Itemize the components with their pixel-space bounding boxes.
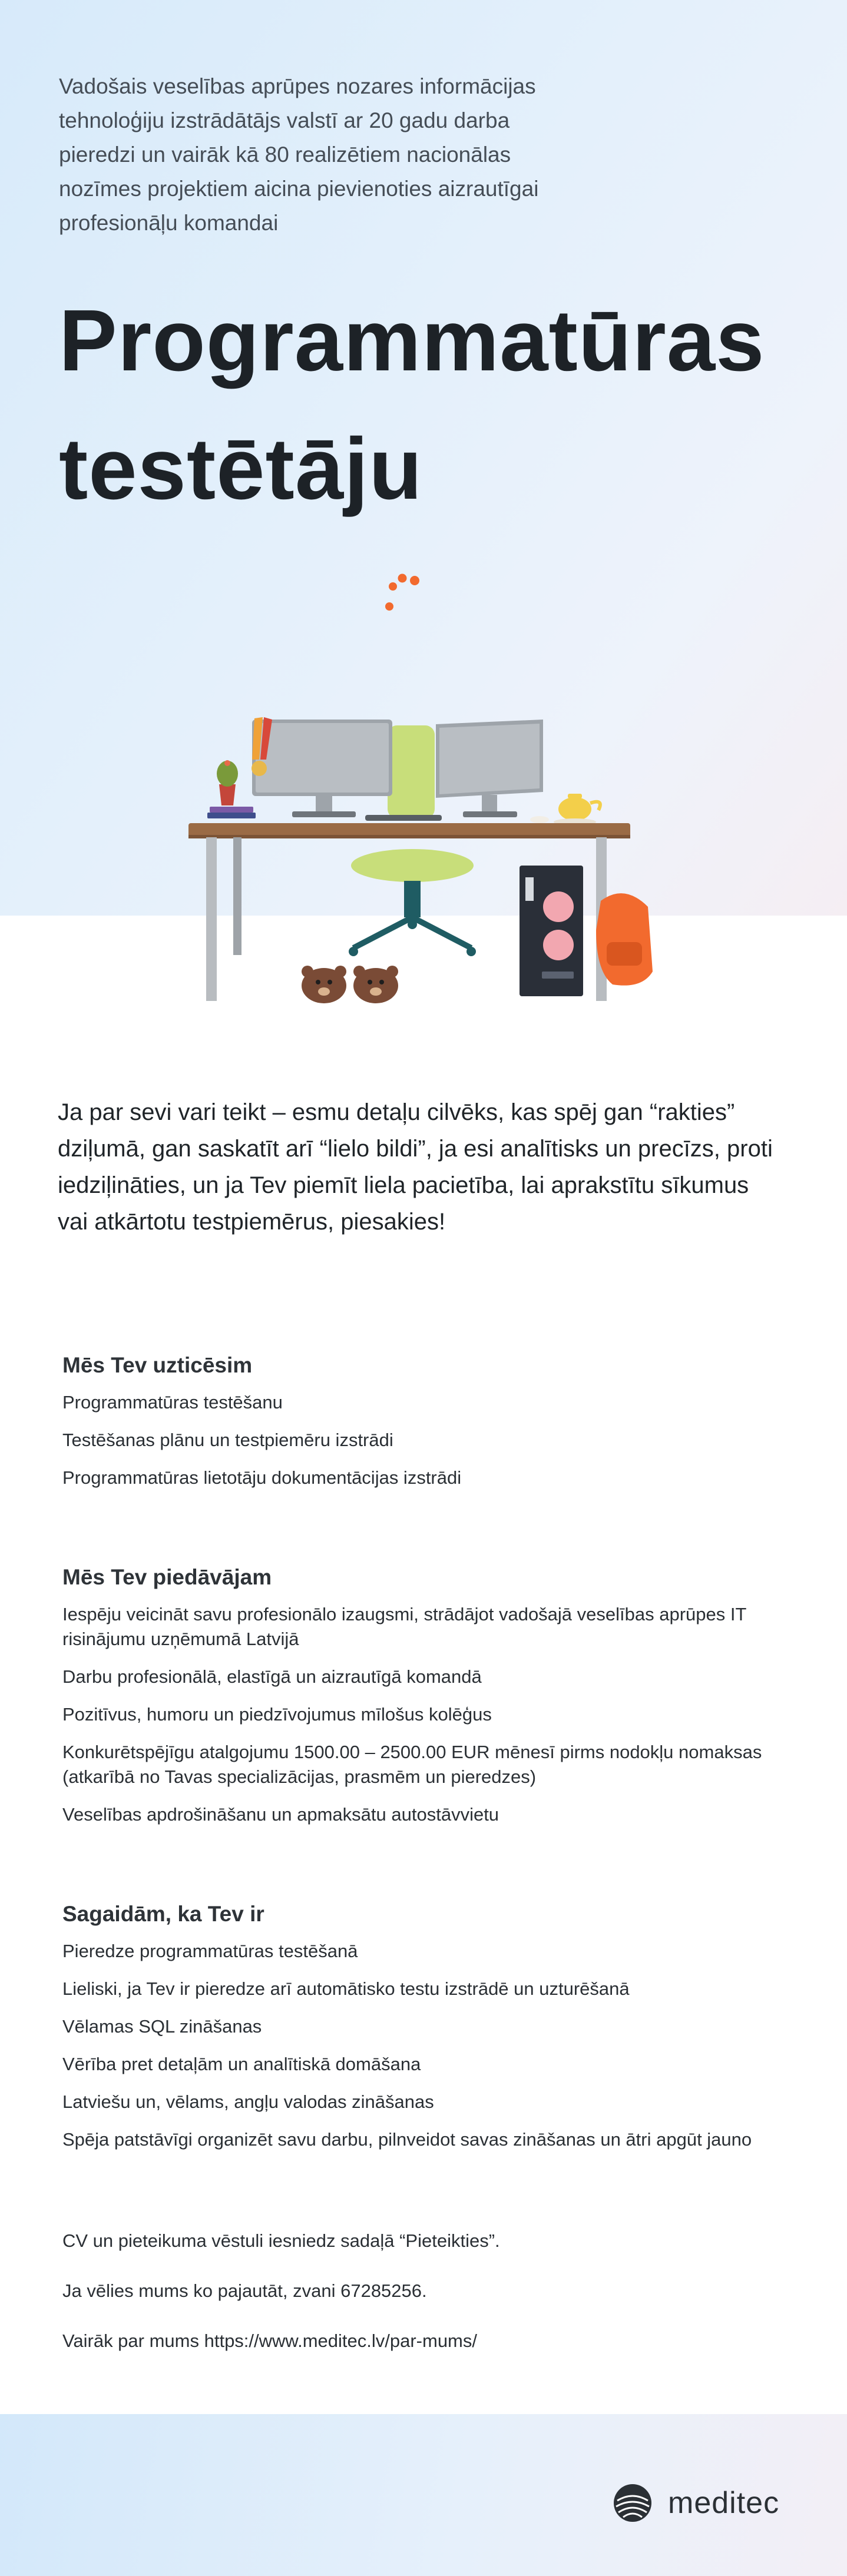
list-item: Spēja patstāvīgi organizēt savu darbu, pilnveidot savas zināšanas un ātri apgūt jauno	[62, 2129, 752, 2150]
pc-tower-icon	[520, 866, 583, 996]
apply-instructions: CV un pieteikuma vēstuli iesniedz sadaļā “Pieteikties”.	[62, 2230, 500, 2251]
list-item: Vēlamas SQL zināšanas	[62, 2016, 262, 2037]
contact-info	[62, 2229, 793, 2379]
list-item: Programmatūras testēšanu	[62, 1392, 283, 1413]
list-item: Lieliski, ja Tev ir pieredze arī automātisko testu izstrādē un uzturēšanā	[62, 1978, 630, 1999]
loading-dots-icon	[385, 574, 419, 611]
list-item: Iespēju veicināt savu profesionālo izaugsmi, strādājot vadošajā veselības aprūpes IT risinājumu uzņēmumā Latvijā	[62, 1604, 746, 1649]
list-item: Veselības apdrošināšanu un apmaksātu autostāvvietu	[62, 1804, 499, 1825]
title-line-2: testētāju	[59, 420, 423, 518]
backpack-icon	[596, 893, 653, 986]
lead-paragraph: Ja par sevi vari teikt – esmu detaļu cilvēks, kas spēj gan “rakties” dziļumā, gan saskatīt arī “lielo bildi”, ja esi analītisks un precīzs, proti iedziļināties, un ja Tev piemīt liela pacietība, lai aprakstītu sīkumus vai atkārtotu testpiemērus, piesakies!	[58, 1099, 773, 1235]
list-item: Programmatūras lietotāju dokumentācijas izstrādi	[62, 1467, 462, 1488]
bear-slippers-icon	[302, 966, 398, 1003]
chair-back	[388, 725, 435, 818]
title-line-1: Programmatūras	[59, 292, 765, 389]
left-monitor-icon	[252, 720, 392, 817]
meditec-logo[interactable]	[613, 2483, 779, 2523]
about-link[interactable]: Vairāk par mums https://www.meditec.lv/par-mums/	[62, 2330, 477, 2351]
list-item: Vērība pret detaļām un analītiskā domāšana	[62, 2054, 421, 2074]
list-item: Konkurētspējīgu atalgojumu 1500.00 – 2500.00 EUR mēnesī pirms nodokļu nomaksas (atkarībā no Tavas specializācijas, prasmēm un pieredzes)	[62, 1742, 762, 1787]
desk-illustration	[177, 565, 660, 1019]
section-responsibilities	[62, 1351, 793, 1503]
logo-text: meditec	[668, 2486, 780, 2520]
list-item: Pieredze programmatūras testēšanā	[62, 1941, 358, 1961]
right-monitor-icon	[436, 720, 543, 817]
list-item: Darbu profesionālā, elastīgā un aizrautīgā komandā	[62, 1666, 482, 1687]
list-item: Latviešu un, vēlams, angļu valodas zināšanas	[62, 2091, 434, 2112]
hero-intro: Vadošais veselības aprūpes nozares informācijas tehnoloģiju izstrādātājs valstī ar 20 gadu darba pieredzi un vairāk kā 80 realizētiem nacionālas nozīmes projektiem aicina pievienoties aizrautīgai profesionāļu komandai	[59, 74, 539, 235]
section-heading: Sagaidām, ka Tev ir	[62, 1902, 264, 1926]
list-item: Pozitīvus, humoru un piedzīvojumus mīlošus kolēģus	[62, 1704, 492, 1725]
section-heading: Mēs Tev uzticēsim	[62, 1353, 253, 1377]
cactus-icon	[207, 760, 256, 818]
keyboard	[365, 815, 442, 821]
teapot-icon	[530, 794, 600, 825]
meditec-logo-icon	[613, 2483, 653, 2523]
section-heading: Mēs Tev piedāvājam	[62, 1565, 272, 1589]
office-chair-icon	[349, 849, 476, 956]
section-requirements	[62, 1900, 793, 2165]
section-offer	[62, 1563, 793, 1840]
list-item: Testēšanas plānu un testpiemēru izstrādi	[62, 1430, 393, 1450]
phone-info: Ja vēlies mums ko pajautāt, zvani 67285256.	[62, 2280, 427, 2301]
footer	[0, 2414, 847, 2576]
page-title	[59, 277, 825, 533]
